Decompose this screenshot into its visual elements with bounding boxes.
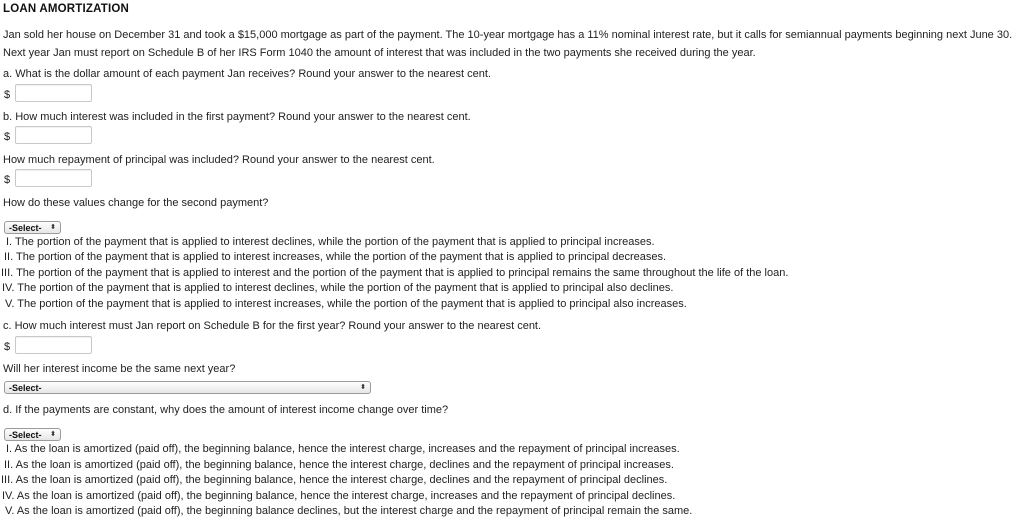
select-b-second-payment[interactable] [4, 221, 61, 234]
question-c-next-year: Will her interest income be the same next year? [3, 363, 236, 375]
problem-statement: Jan sold her house on December 31 and took a $15,000 mortgage as part of the payment. The 10-year mortgage has a 11% nominal interest rate, but it calls for semiannual payments beginning next June 30. Next year Jan must report on Schedule B of her IRS Form 1040 the amount of interest that was included in the two payments she received during the year. [3, 29, 1013, 59]
answer-b-input[interactable] [15, 126, 92, 144]
option-d-5: V. As the loan is amortized (paid off), the beginning balance declines, but the interest charge and the repayment of principal remain the same. [5, 505, 693, 517]
question-c: c. How much interest must Jan report on Schedule B for the first year? Round your answer to the nearest cent. [3, 320, 542, 332]
question-b: b. How much interest was included in the first payment? Round your answer to the nearest cent. [3, 111, 471, 123]
select-c-next-year[interactable] [4, 381, 371, 394]
option-d-4: IV. As the loan is amortized (paid off), the beginning balance, hence the interest charge, increases and the repayment of principal declines. [2, 490, 676, 502]
answer-a-input[interactable] [15, 84, 92, 102]
currency-label-c: $ [4, 341, 11, 353]
currency-label-b: $ [4, 131, 11, 143]
option-b3-1: I. The portion of the payment that is applied to interest declines, while the portion of the payment that is applied to principal increases. [6, 236, 655, 248]
select-value: -Select- [9, 222, 42, 233]
page-title: LOAN AMORTIZATION [3, 3, 130, 15]
question-b-principal: How much repayment of principal was included? Round your answer to the nearest cent. [3, 154, 435, 166]
option-b3-5: V. The portion of the payment that is applied to interest increases, while the portion of the payment that is applied to principal also increases. [5, 298, 687, 310]
currency-label-a: $ [4, 89, 11, 101]
option-b3-4: IV. The portion of the payment that is applied to interest declines, while the portion of the payment that is applied to principal also declines. [2, 282, 674, 294]
option-b3-2: II. The portion of the payment that is applied to interest increases, while the portion of the payment that is applied to principal decreases. [4, 251, 667, 263]
select-d-reason[interactable] [4, 428, 61, 441]
select-arrows-icon: ⬍ [360, 383, 366, 391]
option-d-3: III. As the loan is amortized (paid off), the beginning balance, hence the interest charge, declines and the repayment of principal declines. [1, 474, 668, 486]
select-arrows-icon: ⬍ [50, 430, 56, 438]
option-b3-3: III. The portion of the payment that is applied to interest and the portion of the payment that is applied to principal remains the same throughout the life of the loan. [1, 267, 789, 279]
select-arrows-icon: ⬍ [50, 223, 56, 231]
select-value: -Select- [9, 429, 42, 440]
question-a: a. What is the dollar amount of each payment Jan receives? Round your answer to the nearest cent. [3, 68, 491, 80]
select-value: -Select- [9, 382, 42, 393]
answer-b-principal-input[interactable] [15, 169, 92, 187]
option-d-2: II. As the loan is amortized (paid off), the beginning balance, hence the interest charge, declines and the repayment of principal increases. [4, 459, 674, 471]
currency-label-b2: $ [4, 174, 11, 186]
question-b-second-payment: How do these values change for the second payment? [3, 197, 269, 209]
answer-c-input[interactable] [15, 336, 92, 354]
question-d: d. If the payments are constant, why does the amount of interest income change over time? [3, 404, 449, 416]
option-d-1: I. As the loan is amortized (paid off), the beginning balance, hence the interest charge, increases and the repayment of principal increases. [6, 443, 680, 455]
